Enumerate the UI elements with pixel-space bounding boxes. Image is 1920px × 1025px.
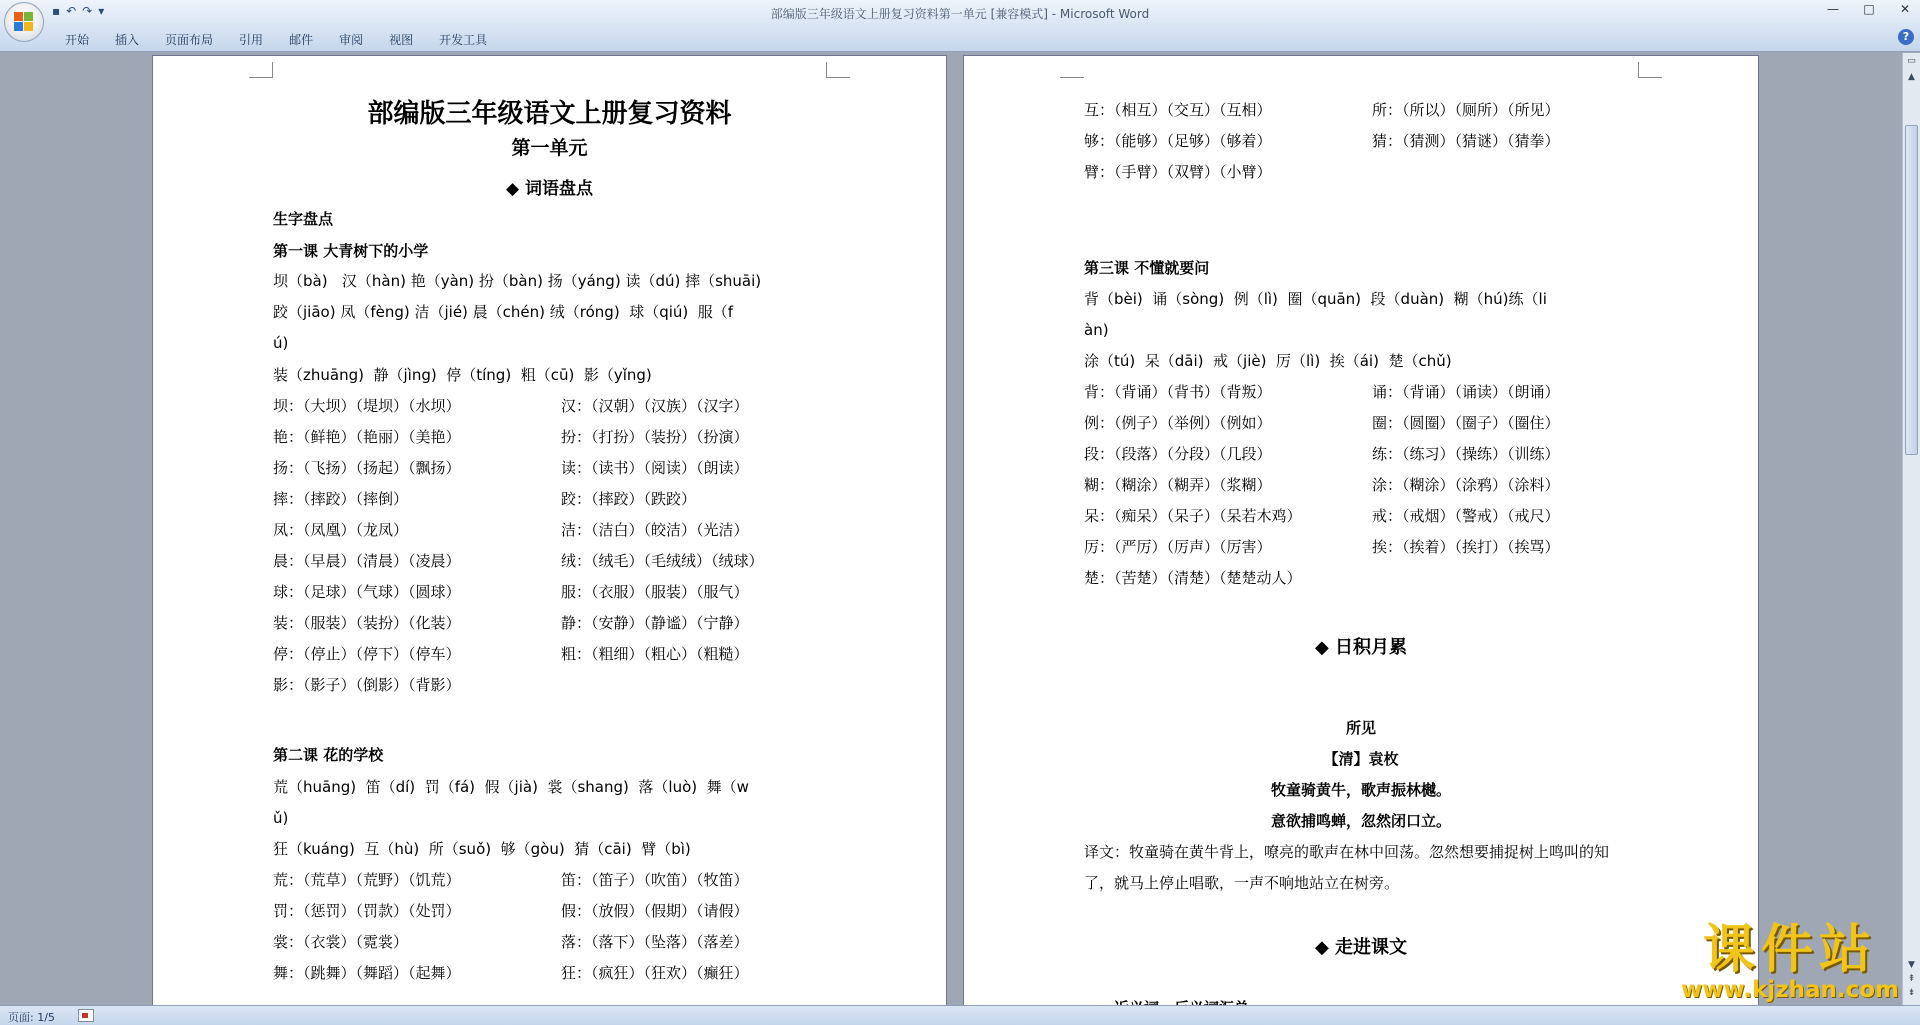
word-group: 互：（相互）（交互）（互相）: [1084, 101, 1272, 119]
word-group: 汉：（汉朝）（汉族）（汉字）: [561, 397, 749, 415]
proofing-icon[interactable]: [78, 1009, 94, 1022]
word-group: 荒：（荒草）（荒野）（饥荒）: [273, 871, 461, 889]
word-group: 例：（例子）（举例）（例如）: [1084, 414, 1272, 432]
tab-insert[interactable]: 插入: [115, 33, 140, 47]
quick-access-toolbar: [52, 4, 104, 18]
crop-mark: [249, 62, 273, 78]
redo-icon[interactable]: ↷: [82, 4, 93, 18]
word-group: 扬：（飞扬）（扬起）（飘扬）: [273, 459, 461, 477]
tab-page-layout[interactable]: 页面布局: [165, 33, 214, 47]
tab-developer[interactable]: 开发工具: [439, 33, 488, 47]
maximize-icon[interactable]: □: [1863, 2, 1875, 16]
word-group: 糊：（糊涂）（糊弄）（浆糊）: [1084, 476, 1272, 494]
word-group: 猜：（猜测）（猜谜）（猜拳）: [1372, 132, 1560, 150]
word-group: 球：（足球）（气球）（圆球）: [273, 583, 461, 601]
next-page-icon[interactable]: ⇟: [1907, 988, 1916, 998]
tab-view[interactable]: 视图: [389, 33, 414, 47]
page-counter[interactable]: 页面: 1/5: [8, 1011, 55, 1024]
crop-mark: [1060, 62, 1084, 78]
word-group: 呆：（痴呆）（呆子）（呆若木鸡）: [1084, 507, 1302, 525]
crop-mark: [1638, 62, 1662, 78]
tab-home[interactable]: 开始: [65, 33, 90, 47]
word-group: 假：（放假）（假期）（请假）: [561, 902, 749, 920]
ribbon-tabs: [0, 24, 1920, 52]
word-group: 跤：（摔跤）（跌跤）: [561, 490, 697, 508]
word-group: 圈：（圆圈）（圈子）（圈住）: [1372, 414, 1560, 432]
word-group: 笛：（笛子）（吹笛）（牧笛）: [561, 871, 749, 889]
minimize-icon[interactable]: —: [1827, 2, 1839, 16]
word-group: 练：（练习）（操练）（训练）: [1372, 445, 1560, 463]
poem-title: 所见: [1345, 719, 1376, 737]
word-group: 落：（落下）（坠落）（落差）: [561, 933, 749, 951]
section-heading: ◆ 走进课文: [1314, 937, 1408, 958]
watermark-url: www.kjzhan.com: [1681, 977, 1899, 1003]
pinyin-line: 背（bèi) 诵（sòng) 例（lì) 圈（quān) 段（duàn) 糊（hú)练（li: [1084, 290, 1547, 308]
word-group: 坝：（大坝）（堤坝）（水坝）: [273, 397, 461, 415]
word-group: 狂：（疯狂）（狂欢）（癫狂）: [561, 964, 749, 982]
window-title: 部编版三年级语文上册复习资料第一单元 [兼容模式] - Microsoft Word: [770, 7, 1150, 21]
word-group: 艳：（鲜艳）（艳丽）（美艳）: [273, 428, 461, 446]
word-group: 背：（背诵）（背书）（背叛）: [1084, 383, 1272, 401]
word-group: 服：（衣服）（服装）（服气）: [561, 583, 749, 601]
doc-title: 部编版三年级语文上册复习资料: [367, 99, 732, 129]
office-logo-icon: [14, 12, 34, 32]
scroll-thumb[interactable]: [1905, 125, 1918, 455]
word-group: 罚：（惩罚）（罚款）（处罚）: [273, 902, 461, 920]
scroll-down-icon[interactable]: ▼: [1908, 960, 1915, 970]
word-group: 诵：（背诵）（诵读）（朗诵）: [1372, 383, 1560, 401]
lesson-heading: 第三课 不懂就要问: [1084, 259, 1210, 277]
word-group: 停：（停止）（停下）（停车）: [273, 645, 461, 663]
word-group: 影：（影子）（倒影）（背影）: [273, 676, 461, 694]
section-heading: ◆ 日积月累: [1314, 637, 1408, 658]
word-group: 读：（读书）（阅读）（朗读）: [561, 459, 749, 477]
word-group: 静：（安静）（静谧）（宁静）: [561, 614, 749, 632]
word-group: 绒：（绒毛）（毛绒绒）（绒球）: [561, 552, 764, 570]
document-page-1[interactable]: [152, 55, 947, 1015]
title-bar: [0, 0, 1920, 24]
customize-qat-icon[interactable]: ▾: [98, 4, 105, 18]
vertical-scrollbar[interactable]: [1902, 53, 1920, 1005]
pinyin-line: ú): [273, 334, 289, 352]
tab-review[interactable]: 审阅: [339, 33, 364, 47]
document-workspace: [0, 53, 1902, 1005]
undo-icon[interactable]: ↶: [66, 4, 77, 18]
translation-line: 译文：牧童骑在黄牛背上，嘹亮的歌声在林中回荡。忽然想要捕捉树上鸣叫的知: [1084, 843, 1610, 861]
tab-references[interactable]: 引用: [239, 33, 264, 47]
pinyin-line: 狂（kuáng) 互（hù) 所（suǒ) 够（gòu) 猜（cāi) 臂（bì): [273, 840, 691, 858]
watermark-text: 课件站: [1702, 920, 1877, 980]
word-group: 臂：（手臂）（双臂）（小臂）: [1084, 163, 1272, 181]
lesson-heading: 第一课 大青树下的小学: [273, 242, 429, 260]
word-group: 凤：（凤凰）（龙凤）: [273, 521, 409, 539]
word-group: 晨：（早晨）（清晨）（凌晨）: [273, 552, 461, 570]
word-group: 所：（所以）（厕所）（所见）: [1372, 101, 1560, 119]
subheading: 生字盘点: [273, 210, 334, 228]
translation-line: 了，就马上停止唱歌，一声不响地站立在树旁。: [1084, 874, 1400, 892]
help-icon[interactable]: ?: [1898, 29, 1914, 45]
pinyin-line: ǔ): [273, 809, 289, 827]
pinyin-line: 坝（bà) 汉（hàn) 艳（yàn) 扮（bàn) 扬（yáng) 读（dú) 摔（shuāi): [273, 272, 762, 290]
word-group: 戒：（戒烟）（警戒）（戒尺）: [1372, 507, 1560, 525]
save-icon[interactable]: ▪: [52, 4, 61, 18]
scroll-up-icon[interactable]: ▲: [1908, 72, 1915, 82]
lesson-heading: 第二课 花的学校: [273, 746, 384, 764]
word-group: 够：（能够）（足够）（够着）: [1084, 132, 1272, 150]
word-group: 装：（服装）（装扮）（化装）: [273, 614, 461, 632]
pinyin-line: 涂（tú) 呆（dāi) 戒（jiè) 厉（lì) 挨（ái) 楚（chǔ): [1084, 352, 1452, 370]
status-bar: [0, 1005, 1920, 1025]
word-group: 挨：（挨着）（挨打）（挨骂）: [1372, 538, 1560, 556]
pinyin-line: 装（zhuāng) 静（jìng) 停（tíng) 粗（cū) 影（yǐng): [273, 366, 652, 384]
pinyin-line: 跤（jiāo) 凤（fèng) 洁（jié) 晨（chén) 绒（róng) 球（qiú) 服（f: [273, 303, 734, 321]
poem-line: 意欲捕鸣蝉，忽然闭口立。: [1270, 812, 1451, 830]
close-icon[interactable]: ✕: [1899, 2, 1911, 16]
word-group: 舞：（跳舞）（舞蹈）（起舞）: [273, 964, 461, 982]
crop-mark: [826, 62, 850, 78]
pinyin-line: àn): [1084, 321, 1109, 339]
poem-author: 【清】袁枚: [1323, 750, 1399, 768]
ruler-toggle-icon[interactable]: ▭: [1907, 56, 1916, 66]
word-group: 摔：（摔跤）（摔倒）: [273, 490, 409, 508]
word-group: 段：（段落）（分段）（几段）: [1084, 445, 1272, 463]
office-button[interactable]: [4, 2, 44, 42]
word-group: 洁：（洁白）（皎洁）（光洁）: [561, 521, 749, 539]
pinyin-line: 荒（huāng) 笛（dí) 罚（fá) 假（jià) 裳（shang) 落（luò) 舞（w: [273, 778, 749, 796]
unit-heading: 第一单元: [511, 137, 588, 159]
word-group: 厉：（严厉）（厉声）（厉害）: [1084, 538, 1272, 556]
watermark-logo: [1670, 922, 1910, 1002]
word-group: 粗：（粗细）（粗心）（粗糙）: [561, 645, 749, 663]
word-group: 扮：（打扮）（装扮）（扮演）: [561, 428, 749, 446]
tab-mailings[interactable]: 邮件: [289, 33, 314, 47]
section-heading: ◆ 词语盘点: [506, 179, 593, 199]
document-page-2[interactable]: [963, 55, 1759, 1015]
poem-line: 牧童骑黄牛，歌声振林樾。: [1270, 781, 1451, 799]
word-group: 楚：（苦楚）（清楚）（楚楚动人）: [1084, 569, 1302, 587]
window-controls: [1822, 2, 1916, 16]
word-group: 涂：（糊涂）（涂鸦）（涂料）: [1372, 476, 1560, 494]
word-group: 裳：（衣裳）（霓裳）: [273, 933, 409, 951]
prev-page-icon[interactable]: ⇞: [1907, 974, 1916, 984]
